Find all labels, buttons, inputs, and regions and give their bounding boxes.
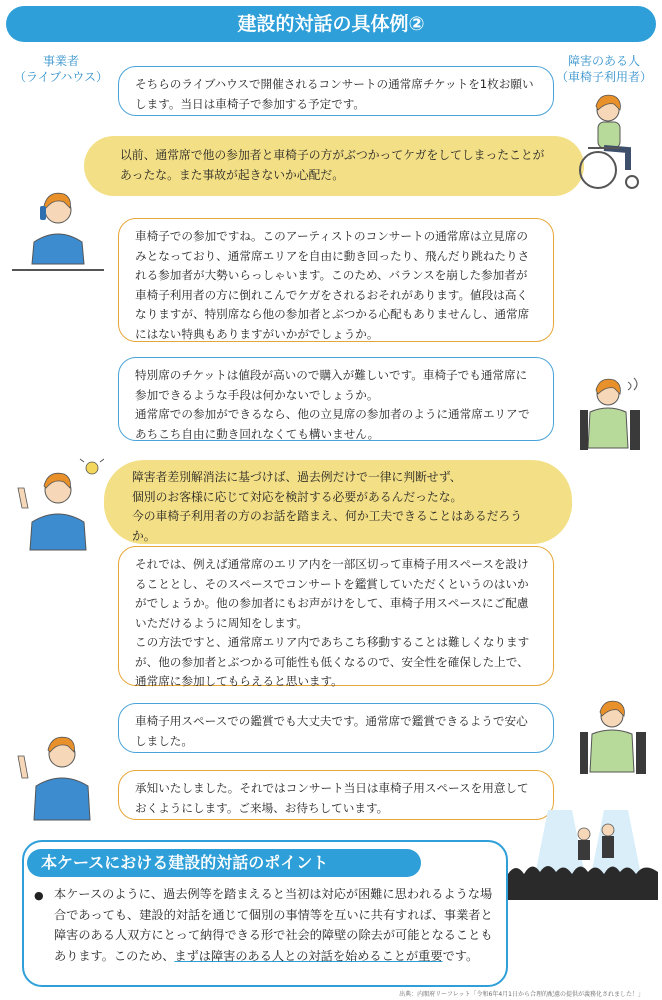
staff-thinking-idea-illustration	[12, 458, 104, 552]
staff-on-phone-illustration	[12, 186, 104, 276]
speaker-label-business-line1: 事業者	[42, 54, 79, 68]
wheelchair-user-worried-illustration	[578, 372, 650, 452]
concert-stage-illustration	[508, 800, 658, 900]
points-text	[34, 884, 498, 966]
points-title: 本ケースにおける建設的対話のポイント	[27, 849, 421, 877]
dialogue-bubble-person: 車椅子用スペースでの鑑賞でも大丈夫です。通常席で鑑賞できるようで安心しました。	[118, 703, 554, 753]
dialogue-bubble-business: 車椅子での参加ですね。このアーティストのコンサートの通常席は立見席のみとなっており、通常席エリアを自由に動き回ったり、飛んだり跳ねたりされる参加者が大勢いらっしゃいます。このため、バランスを崩した参加者が車椅子利用者の方に倒れこんでケガをされるおそれがあります。値段は高くなりますが、特別席なら他の参加者とぶつかる心配もありませんし、通常席にはない特典もありますがいかがでしょうか。	[118, 218, 554, 342]
speaker-label-person	[554, 53, 654, 85]
dialogue-bubble-person: 特別席のチケットは値段が高いので購入が難しいです。車椅子でも通常席に参加できるような手段は何かないでしょうか。 通常席での参加ができるなら、他の立見席の参加者のように通常席エリアであちこち自由に動き回れなくても構いません。	[118, 357, 554, 441]
bullet: ●	[34, 889, 44, 902]
points-text-end: です。	[442, 948, 479, 963]
thought-bubble-business: 障害者差別解消法に基づけば、過去例だけで一律に判断せず、 個別のお客様に応じて対応を検討する必要があるんだったな。 今の車椅子利用者の方のお話を踏まえ、何か工夫できることはあるだろうか。	[104, 460, 572, 544]
thought-bubble-business: 以前、通常席で他の参加者と車椅子の方がぶつかってケガをしてしまったことがあったな。また事故が起きないか心配だ。	[84, 136, 584, 196]
speaker-label-person-line1: 障害のある人	[567, 54, 640, 68]
wheelchair-user-illustration	[568, 90, 648, 194]
dialogue-bubble-person: そちらのライブハウスで開催されるコンサートの通常席チケットを1枚お願いします。当日は車椅子で参加する予定です。	[118, 66, 554, 116]
source-note: 出典：内閣府リーフレット「令和6年4月1日から合理的配慮の提供が義務化されました！」	[399, 991, 644, 998]
speaker-label-person-line2: （車椅子利用者）	[555, 70, 652, 84]
speaker-label-business	[14, 53, 108, 85]
dialogue-bubble-business: それでは、例えば通常席のエリア内を一部区切って車椅子用スペースを設けることとし、そのスペースでコンサートを鑑賞していただくというのはいかがでしょうか。他の参加者にもお声がけをして、車椅子用スペースにご配慮いただけるように周知をします。 この方法ですと、通常席エリア内であちこち移動することは難しくなりますが、他の参加者とぶつかる可能性も低くなるので、安全性を確保した上で、通常席に参加してもらえると思います。	[118, 546, 554, 686]
staff-explaining-illustration	[12, 730, 104, 824]
wheelchair-user-relieved-illustration	[578, 696, 650, 776]
points-text-main: 本ケースのように、過去例等を踏まえると当初は対応が困難に思われるような場合であっても、建設的対話を通じて個別の事情等を互いに共有すれば、事業者と障害のある人双方にとって納得できる形で社会的障壁の除去が可能となることもあります。このため、	[54, 887, 493, 963]
points-text-emphasis: まずは障害のある人との対話を始めることが重要	[174, 948, 443, 963]
speaker-label-business-line2: （ライブハウス）	[14, 70, 108, 84]
page-title: 建設的対話の具体例②	[6, 6, 656, 42]
dialogue-bubble-business: 承知いたしました。それではコンサート当日は車椅子用スペースを用意しておくようにします。ご来場、お待ちしています。	[118, 770, 554, 820]
